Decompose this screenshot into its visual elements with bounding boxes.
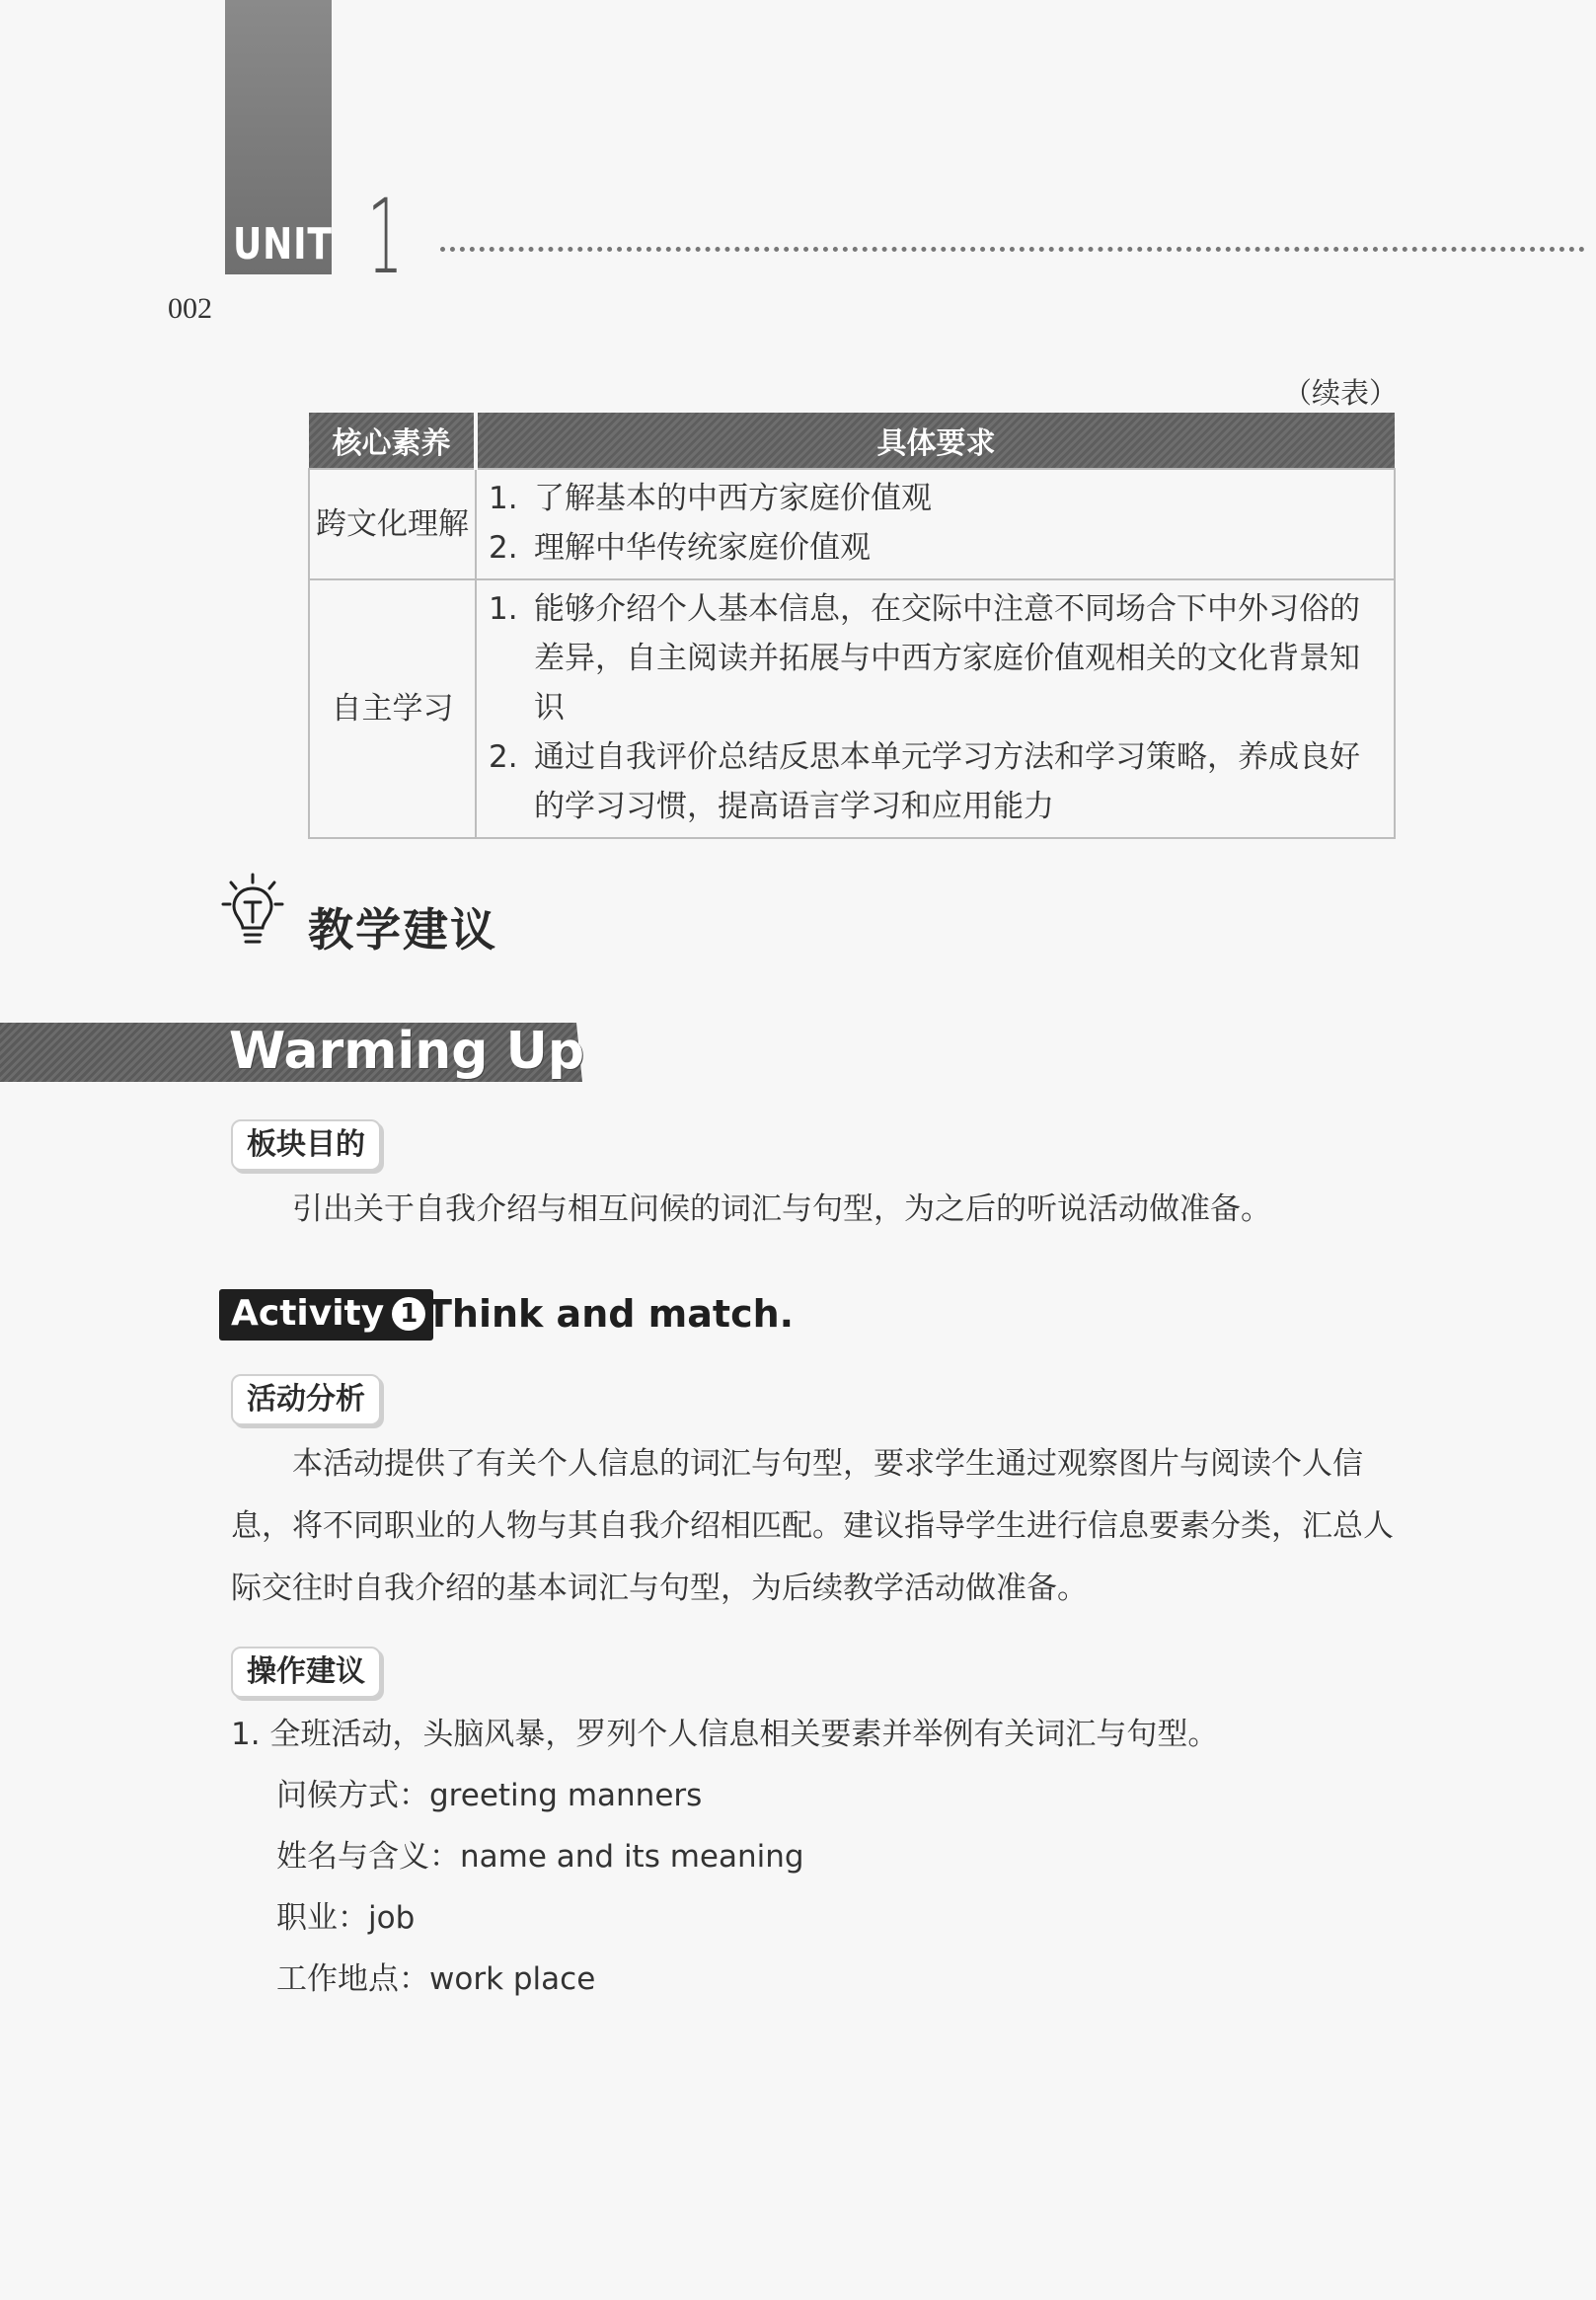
item-text: 通过自我评价总结反思本单元学习方法和学习策略，养成良好的学习习惯，提高语言学习和应用能力 <box>534 739 1360 824</box>
teaching-suggestions-title: 教学建议 <box>308 903 497 957</box>
item-text: 理解中华传统家庭价值观 <box>534 530 871 566</box>
example-name: 姓名与含义：name and its meaning <box>276 1839 804 1875</box>
core-literacy-table <box>308 413 1396 839</box>
operation-label: 操作建议 <box>231 1647 381 1698</box>
continued-note: （续表） <box>1283 376 1399 410</box>
example-job: 职业：job <box>276 1900 416 1936</box>
table-cell-category: 自主学习 <box>309 579 476 838</box>
example-work-place: 工作地点：work place <box>276 1961 596 1997</box>
list-item <box>489 584 1386 732</box>
table-cell-items <box>476 579 1395 838</box>
item-number: 2. <box>489 739 518 775</box>
item-text: 能够介绍个人基本信息，在交际中注意不同场合下中外习俗的差异，自主阅读并拓展与中西方家庭价值观相关的文化背景知识 <box>534 591 1360 726</box>
dotted-rule <box>440 247 1585 252</box>
item-number: 2. <box>489 530 518 566</box>
table-header-row <box>309 413 1395 469</box>
list-item <box>489 474 1386 523</box>
operation-step-1: 1. 全班活动，头脑风暴，罗列个人信息相关要素并举例有关词汇与句型。 <box>231 1717 1219 1752</box>
table-row <box>309 579 1395 838</box>
unit-number: 1 <box>367 177 404 297</box>
item-number: 1. <box>489 591 518 627</box>
lightbulb-icon <box>221 873 284 956</box>
analysis-text: 本活动提供了有关个人信息的词汇与句型，要求学生通过观察图片与阅读个人信息，将不同职业的人物与其自我介绍相匹配。建议指导学生进行信息要素分类，汇总人际交往时自我介绍的基本词汇与句型，为后续教学活动做准备。 <box>231 1446 1394 1606</box>
list-item <box>489 732 1386 831</box>
table-row <box>309 469 1395 579</box>
page-number: 002 <box>168 292 212 325</box>
purpose-text: 引出关于自我介绍与相互问候的词汇与句型，为之后的听说活动做准备。 <box>292 1191 1271 1227</box>
item-number: 1. <box>489 481 518 516</box>
activity-label: Activity <box>231 1293 385 1334</box>
list-item <box>489 523 1386 573</box>
purpose-label: 板块目的 <box>231 1119 381 1171</box>
example-greeting: 问候方式：greeting manners <box>276 1778 703 1813</box>
activity-title: Think and match. <box>426 1292 795 1336</box>
activity-badge <box>219 1289 433 1341</box>
item-text: 了解基本的中西方家庭价值观 <box>534 481 932 516</box>
table-cell-category: 跨文化理解 <box>309 469 476 579</box>
table-cell-items <box>476 469 1395 579</box>
analysis-label: 活动分析 <box>231 1374 381 1425</box>
table-header-requirements: 具体要求 <box>476 413 1395 469</box>
warming-up-title: Warming Up <box>229 1022 585 1081</box>
table-header-core: 核心素养 <box>309 413 476 469</box>
activity-number-icon: 1 <box>392 1297 425 1331</box>
unit-label: UNIT <box>233 219 333 269</box>
